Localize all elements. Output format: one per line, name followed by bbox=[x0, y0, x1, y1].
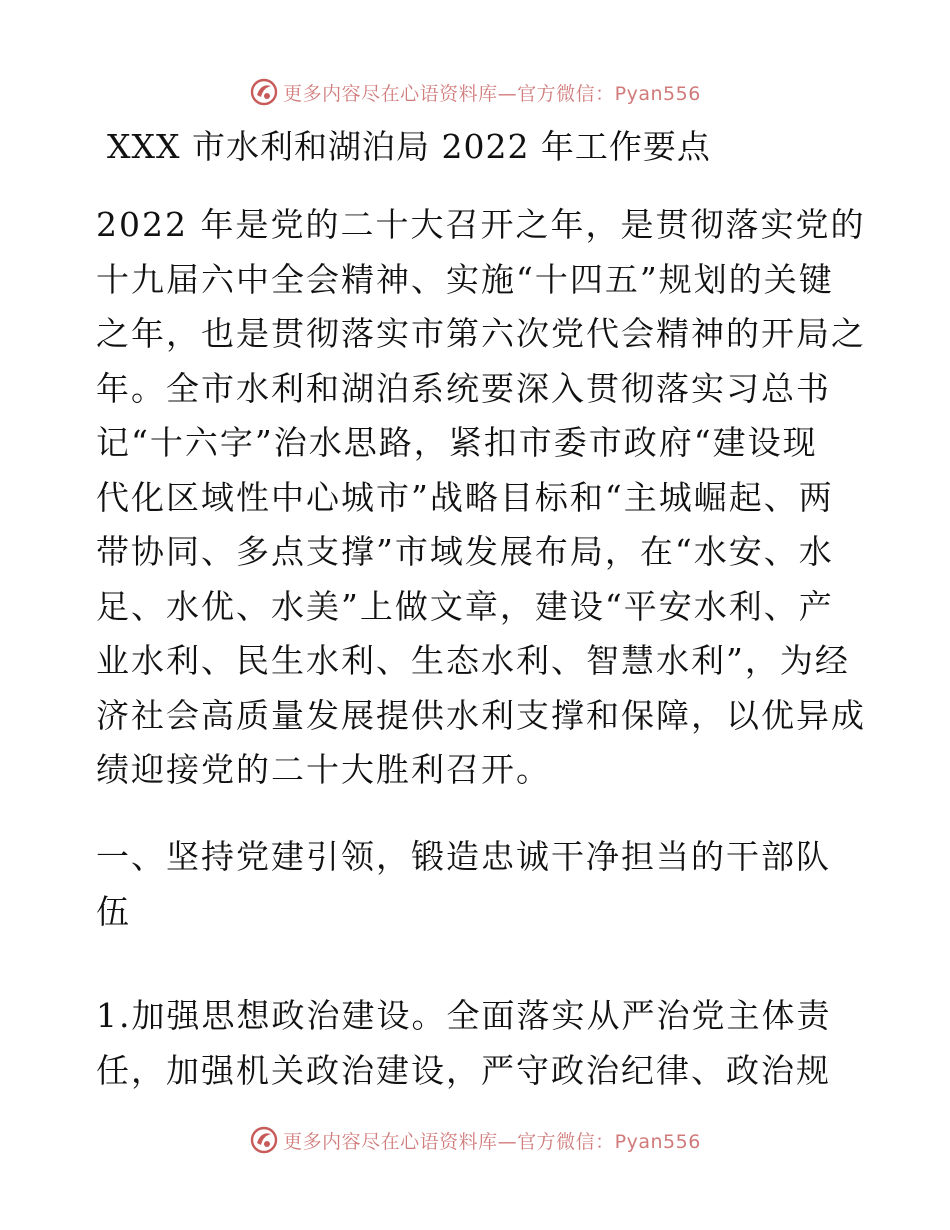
text-line: 绩迎接党的二十大胜利召开。 bbox=[96, 750, 551, 789]
watermark-footer bbox=[0, 1120, 950, 1160]
document-title: XXX 市水利和湖泊局 2022 年工作要点 bbox=[107, 127, 711, 166]
watermark-text: 更多内容尽在心语资料库—官方微信：Pyan556 bbox=[283, 82, 701, 105]
text-line: 之年，也是贯彻落实市第六次党代会精神的开局之 bbox=[96, 314, 866, 353]
text-line: 年。全市水利和湖泊系统要深入贯彻落实习总书 bbox=[96, 368, 831, 408]
intro-paragraph bbox=[96, 198, 866, 798]
text-line: 任，加强机关政治建设，严守政治纪律、政治规 bbox=[96, 1050, 831, 1090]
swirl-logo-icon bbox=[249, 77, 279, 107]
watermark-text: 更多内容尽在心语资料库—官方微信：Pyan556 bbox=[283, 1130, 701, 1153]
text-line: 济社会高质量发展提供水利支撑和保障，以优异成 bbox=[96, 695, 866, 735]
section-heading bbox=[96, 830, 856, 939]
item-paragraph bbox=[96, 989, 856, 1098]
text-line: 2022 年是党的二十大召开之年，是贯彻落实党的 bbox=[96, 205, 866, 244]
text-line: 十九届六中全会精神、实施“十四五”规划的关键 bbox=[96, 259, 834, 299]
text-line: 一、坚持党建引领，锻造忠诚干净担当的干部队 bbox=[96, 837, 831, 876]
text-line: 代化区域性中心城市”战略目标和“主城崛起、两 bbox=[96, 477, 834, 517]
text-line: 业水利、民生水利、生态水利、智慧水利”，为经 bbox=[96, 641, 850, 680]
text-line: 伍 bbox=[96, 891, 131, 931]
text-line: 1.加强思想政治建设。全面落实从严治党主体责 bbox=[96, 996, 832, 1035]
text-line: 带协同、多点支撑”市域发展布局，在“水安、水 bbox=[96, 532, 834, 571]
text-line: 记“十六字”治水思路，紧扣市委市政府“建设现 bbox=[96, 423, 818, 462]
swirl-logo-icon bbox=[249, 1125, 279, 1155]
text-line: 足、水优、水美”上做文章，建设“平安水利、产 bbox=[96, 586, 834, 626]
watermark-header bbox=[0, 72, 950, 112]
